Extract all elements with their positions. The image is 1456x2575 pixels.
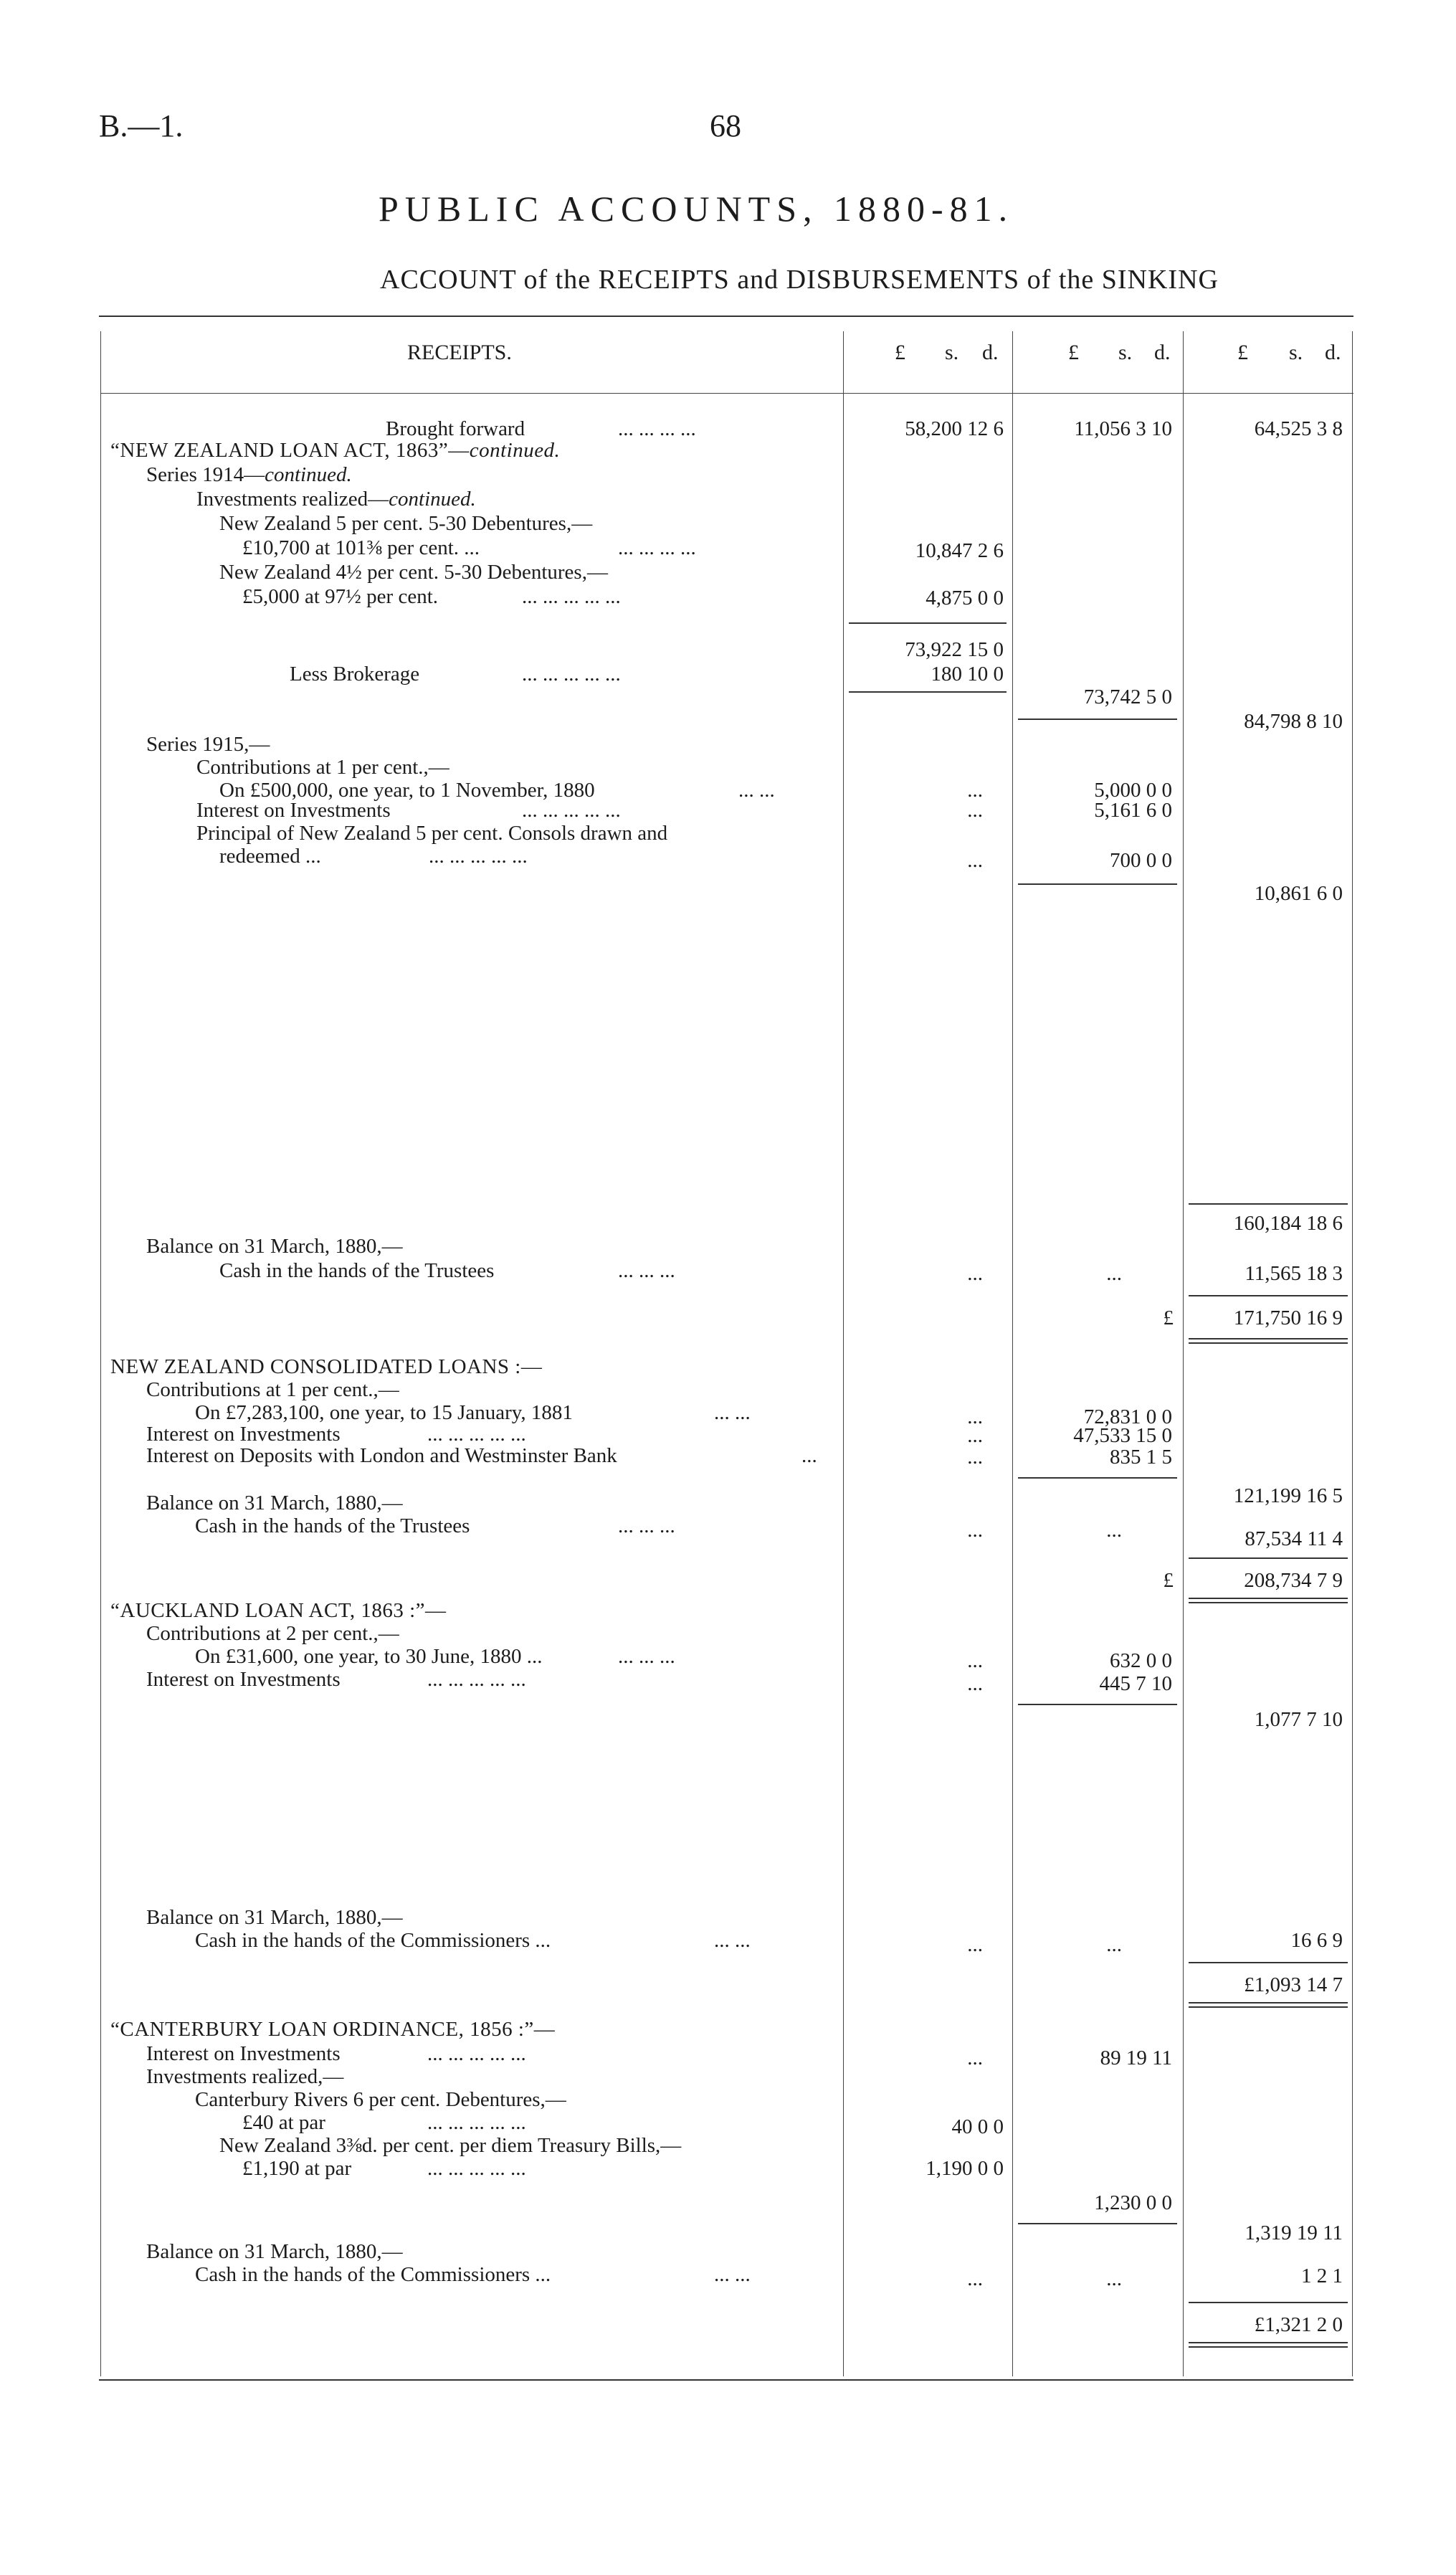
- less-brokerage-label: Less Brokerage: [290, 663, 420, 686]
- cash-d-col2: ...: [1106, 2267, 1122, 2290]
- column-divider: [1352, 331, 1353, 2376]
- leader-dots: ... ... ... ... ...: [427, 2042, 526, 2065]
- leader-dots: ... ... ... ...: [618, 536, 696, 559]
- receipts-header: RECEIPTS.: [407, 341, 512, 364]
- interest-investments-d-col2: 89 19 11: [1100, 2047, 1172, 2069]
- interest-investments-b-label: Interest on Investments: [146, 1423, 341, 1446]
- brought-forward-label: Brought forward: [386, 417, 525, 440]
- redeemed-label: redeemed ...: [219, 845, 321, 868]
- cash-commissioners-d-label: Cash in the hands of the Commissioners ...: [195, 2263, 551, 2286]
- interest-investments-b-col2: 47,533 15 0: [1073, 1424, 1172, 1447]
- grand-d-double-rule: [1189, 2342, 1348, 2343]
- contrib-7283100-col1: ...: [967, 1405, 983, 1428]
- grand-b-col3: 208,734 7 9: [1244, 1569, 1343, 1592]
- nz5-col1: 10,847 2 6: [915, 539, 1004, 562]
- investments-realized-continued: continued.: [389, 488, 476, 511]
- page-number: 68: [710, 108, 741, 143]
- contrib-31600-col1: ...: [967, 1649, 983, 1672]
- canterbury-col3: 1,319 19 11: [1245, 2221, 1343, 2244]
- total-a-rule: [1189, 1203, 1348, 1205]
- brought-forward-col2: 11,056 3 10: [1074, 417, 1172, 440]
- grand-b-double-rule: [1189, 1598, 1348, 1599]
- canterbury-rule: [1018, 2223, 1177, 2224]
- leader-dots: ... ... ...: [618, 1259, 675, 1282]
- leader-dots: ... ... ... ... ...: [522, 585, 621, 608]
- grand-d-rule: [1189, 2302, 1348, 2303]
- balance-b-label: Balance on 31 March, 1880,—: [146, 1492, 403, 1514]
- canterbury-rivers-label: Canterbury Rivers 6 per cent. Debentures,—: [195, 2088, 566, 2111]
- interest-investments-col2: 5,161 6 0: [1094, 799, 1172, 822]
- series-1915-label: Series 1915,—: [146, 733, 270, 756]
- col1-pence-header: d.: [982, 341, 999, 364]
- grand-c-col3: £1,093 14 7: [1244, 1973, 1343, 1996]
- balance-a-label: Balance on 31 March, 1880,—: [146, 1235, 403, 1258]
- grand-a-col3: 171,750 16 9: [1233, 1307, 1343, 1329]
- section-heading-nz-loan-act: [110, 439, 560, 463]
- contributions-1pc-label: Contributions at 1 per cent.,—: [196, 756, 449, 779]
- contrib-31600-col2: 632 0 0: [1110, 1649, 1172, 1672]
- col3-pound-header: £: [1237, 341, 1248, 364]
- cash-a-col1: ...: [967, 1262, 983, 1285]
- series1915-rule: [1018, 883, 1177, 885]
- col2-pence-header: d.: [1154, 341, 1171, 364]
- leader-dots: ... ... ... ... ...: [427, 1423, 526, 1446]
- contrib-7283100-label: On £7,283,100, one year, to 15 January, 1881: [195, 1401, 573, 1424]
- cash-a-col3: 11,565 18 3: [1245, 1262, 1343, 1285]
- at-par-40-label: £40 at par: [242, 2111, 325, 2134]
- cash-c-col1: ...: [967, 1933, 983, 1956]
- nz45-col1: 4,875 0 0: [926, 587, 1004, 610]
- investments-realized-line: [196, 488, 476, 511]
- leader-dots: ... ...: [714, 1929, 751, 1952]
- interest-deposits-col2: 835 1 5: [1110, 1446, 1172, 1469]
- cash-trustees-a-label: Cash in the hands of the Trustees: [219, 1259, 495, 1282]
- leader-dots: ... ... ...: [618, 1645, 675, 1668]
- balance-c-label: Balance on 31 March, 1880,—: [146, 1906, 403, 1929]
- auckland-col3: 1,077 7 10: [1254, 1708, 1343, 1731]
- grand-d-col3: £1,321 2 0: [1254, 2313, 1343, 2336]
- col2-shilling-header: s.: [1118, 341, 1133, 364]
- series1915-col3: 10,861 6 0: [1254, 882, 1343, 905]
- column-divider: [1183, 331, 1184, 2376]
- grand-b-rule: [1189, 1557, 1348, 1559]
- leader-dots: ... ... ...: [618, 1514, 675, 1537]
- column-divider: [843, 331, 844, 2376]
- grand-a-pound: £: [1163, 1307, 1174, 1329]
- column-divider: [1012, 331, 1013, 2376]
- cash-c-col2: ...: [1106, 1933, 1122, 1956]
- investments-realized-label: Investments realized—: [196, 488, 389, 511]
- contrib-500000-col2: 5,000 0 0: [1094, 779, 1172, 802]
- subtotal-col1: 73,922 15 0: [905, 638, 1004, 661]
- interest-investments-c-label: Interest on Investments: [146, 1668, 341, 1691]
- leader-dots: ... ... ... ... ...: [427, 2111, 526, 2134]
- at-par-1190-label: £1,190 at par: [242, 2157, 352, 2180]
- realized-d-col2: 1,230 0 0: [1094, 2191, 1172, 2214]
- net-col2: 73,742 5 0: [1083, 686, 1172, 708]
- nz45-debentures-line: New Zealand 4½ per cent. 5-30 Debentures,—: [219, 561, 608, 584]
- principal-nz5-label: Principal of New Zealand 5 per cent. Consols drawn and: [196, 822, 668, 845]
- leader-dots: ...: [801, 1444, 817, 1467]
- nz-loan-act-title: “NEW ZEALAND LOAN ACT, 1863”—: [110, 439, 470, 462]
- redeemed-col2: 700 0 0: [1110, 849, 1172, 872]
- cash-b-col2: ...: [1106, 1519, 1122, 1542]
- cash-c-col3: 16 6 9: [1290, 1929, 1343, 1952]
- section-heading-nz-consolidated: NEW ZEALAND CONSOLIDATED LOANS :—: [110, 1355, 543, 1378]
- investments-realized-d-label: Investments realized,—: [146, 2065, 344, 2088]
- header-rule: [100, 393, 1353, 394]
- interest-investments-c-col1: ...: [967, 1672, 983, 1695]
- redeemed-col1: ...: [967, 849, 983, 872]
- grand-a-double-rule: [1189, 1338, 1348, 1339]
- brought-forward-col3: 64,525 3 8: [1254, 417, 1343, 440]
- cash-b-col3: 87,534 11 4: [1245, 1527, 1343, 1550]
- cash-a-col2: ...: [1106, 1262, 1122, 1285]
- grand-c-double-rule: [1189, 2002, 1348, 2003]
- nz45-amount-line: £5,000 at 97½ per cent.: [242, 585, 439, 608]
- grand-c-rule: [1189, 1962, 1348, 1963]
- leader-dots: ... ...: [714, 1401, 751, 1424]
- contrib-500000-col1: ...: [967, 779, 983, 802]
- leader-dots: ... ...: [714, 2263, 751, 2286]
- contrib-1pc-b-label: Contributions at 1 per cent.,—: [146, 1378, 399, 1401]
- consol-rule: [1018, 1477, 1177, 1479]
- cash-d-col1: ...: [967, 2267, 983, 2290]
- leader-dots: ... ... ... ... ...: [427, 2157, 526, 2180]
- interest-investments-d-col1: ...: [967, 2047, 983, 2069]
- brokerage-col1: 180 10 0: [931, 663, 1004, 686]
- series-1914-continued: continued.: [265, 463, 352, 486]
- series-1914-line: [146, 463, 352, 487]
- total-a-col3: 160,184 18 6: [1233, 1212, 1343, 1235]
- balance-d-label: Balance on 31 March, 1880,—: [146, 2240, 403, 2263]
- col1-shilling-header: s.: [945, 341, 959, 364]
- par1190-col1: 1,190 0 0: [926, 2157, 1004, 2180]
- grand-b-pound: £: [1163, 1569, 1174, 1592]
- cash-commissioners-c-label: Cash in the hands of the Commissioners ...: [195, 1929, 551, 1952]
- brokerage-rule: [849, 691, 1007, 693]
- leader-dots: ... ... ... ... ...: [427, 1668, 526, 1691]
- nz5-amount-line: £10,700 at 101⅜ per cent. ...: [242, 536, 480, 559]
- leader-dots: ... ...: [738, 779, 775, 802]
- interest-deposits-col1: ...: [967, 1446, 983, 1469]
- interest-investments-c-col2: 445 7 10: [1099, 1672, 1172, 1695]
- col1-pound-header: £: [895, 341, 905, 364]
- par40-col1: 40 0 0: [951, 2115, 1004, 2138]
- contrib-2pc-label: Contributions at 2 per cent.,—: [146, 1622, 399, 1645]
- cash-d-col3: 1 2 1: [1301, 2265, 1343, 2287]
- col3-pence-header: d.: [1325, 341, 1341, 364]
- auckland-rule: [1018, 1704, 1177, 1705]
- interest-deposits-label: Interest on Deposits with London and Westminster Bank: [146, 1444, 617, 1467]
- leader-dots: ... ... ... ... ...: [429, 845, 528, 868]
- nz-loan-act-continued: continued.: [469, 439, 561, 462]
- contrib-31600-label: On £31,600, one year, to 30 June, 1880 ...: [195, 1645, 543, 1668]
- brought-forward-col1: 58,200 12 6: [905, 417, 1004, 440]
- section-heading-canterbury: “CANTERBURY LOAN ORDINANCE, 1856 :”—: [110, 2018, 556, 2041]
- contrib-500000-label: On £500,000, one year, to 1 November, 1880: [219, 779, 595, 802]
- leader-dots: ... ... ... ... ...: [522, 663, 621, 686]
- column-divider: [100, 331, 101, 2376]
- subtotal-rule: [849, 622, 1007, 624]
- interest-investments-b-col1: ...: [967, 1424, 983, 1447]
- interest-investments-label: Interest on Investments: [196, 799, 391, 822]
- cash-trustees-b-label: Cash in the hands of the Trustees: [195, 1514, 470, 1537]
- page-subtitle: ACCOUNT of the RECEIPTS and DISBURSEMENTS of the SINKING: [380, 265, 1219, 295]
- leader-dots: ... ... ... ... ...: [522, 799, 621, 822]
- series1914-col3: 84,798 8 10: [1244, 710, 1343, 733]
- nz-treasury-label: New Zealand 3⅜d. per cent. per diem Treasury Bills,—: [219, 2134, 682, 2157]
- section-heading-auckland: “AUCKLAND LOAN ACT, 1863 :”—: [110, 1599, 447, 1622]
- cash-b-col1: ...: [967, 1519, 983, 1542]
- series-1914-label: Series 1914—: [146, 463, 265, 486]
- doc-id: B.—1.: [99, 108, 184, 143]
- grand-a-rule: [1189, 1295, 1348, 1296]
- interest-investments-col1: ...: [967, 799, 983, 822]
- col3-shilling-header: s.: [1289, 341, 1303, 364]
- leader-dots: ... ... ... ...: [618, 417, 696, 440]
- contrib-7283100-col2: 72,831 0 0: [1083, 1405, 1172, 1428]
- nz5-debentures-line: New Zealand 5 per cent. 5-30 Debentures,—: [219, 512, 593, 535]
- consol-col3: 121,199 16 5: [1233, 1484, 1343, 1507]
- net-rule: [1018, 719, 1177, 720]
- interest-investments-d-label: Interest on Investments: [146, 2042, 341, 2065]
- page-title: PUBLIC ACCOUNTS, 1880-81.: [379, 189, 1014, 229]
- col2-pound-header: £: [1068, 341, 1079, 364]
